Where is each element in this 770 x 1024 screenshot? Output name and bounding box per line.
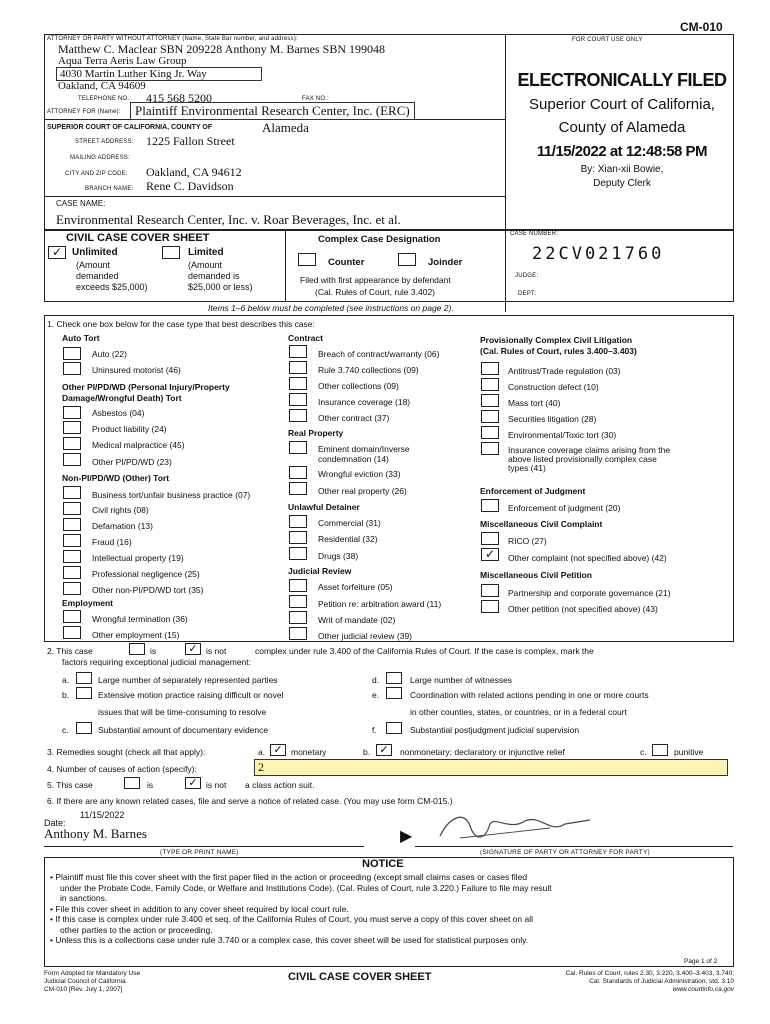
fax-label: FAX NO.: — [302, 96, 329, 102]
rule-3740-label: Rule 3.740 collections (09) — [318, 365, 419, 375]
monetary-checkbox[interactable]: ✓ — [270, 744, 286, 756]
s5-is-not-label: is not — [206, 780, 227, 790]
asbestos-label: Asbestos (04) — [92, 408, 145, 418]
commercial-label: Commercial (31) — [318, 518, 381, 528]
auto-22-label: Auto (22) — [92, 349, 127, 359]
s2-e-text1: Coordination with related actions pending in one or more courts — [410, 690, 649, 700]
attorney-for-label: ATTORNEY FOR (Name): — [47, 109, 121, 115]
monetary-label: monetary — [291, 747, 327, 757]
arbitration-label: Petition re: arbitration award (11) — [318, 599, 442, 609]
case-name-value[interactable]: Environmental Research Center, Inc. v. Roar Beverages, Inc. et al. — [56, 212, 401, 227]
city-value[interactable]: Oakland, CA 94612 — [146, 165, 242, 179]
footer-title: CIVIL CASE COVER SHEET — [288, 971, 432, 983]
other-pi-checkbox[interactable] — [63, 453, 81, 466]
attorney-line1[interactable]: Matthew C. Maclear SBN 209228 Anthony M. Barnes SBN 199048 — [58, 42, 385, 56]
condemnation-label: condemnation (14) — [318, 454, 389, 464]
s2-b-checkbox[interactable] — [76, 687, 92, 699]
attorney-line3[interactable]: 4030 Martin Luther King Jr. Way — [56, 67, 262, 81]
county-value[interactable]: Alameda — [262, 120, 309, 135]
attorney-line4[interactable]: Oakland, CA 94609 — [58, 80, 146, 92]
med-mal-label: Medical malpractice (45) — [92, 440, 185, 450]
s2-e-text2: in other counties, states, or countries, or in a federal court — [410, 707, 627, 717]
wrongful-term-checkbox[interactable] — [63, 610, 81, 623]
wrongful-eviction-checkbox[interactable] — [289, 466, 307, 479]
writ-mandate-label: Writ of mandate (02) — [318, 615, 396, 625]
s2-c-checkbox[interactable] — [76, 722, 92, 734]
punitive-checkbox[interactable] — [652, 744, 668, 756]
s4-lead: 4. Number of causes of action (specify): — [47, 764, 197, 774]
s6-text: 6. If there are any known related cases, file and serve a notice of related case. (You may use form CM-015.) — [47, 796, 453, 806]
other-complaint-checkbox[interactable]: ✓ — [481, 548, 499, 561]
s5-is-not-checkbox[interactable]: ✓ — [185, 777, 201, 789]
footer-left: Form Adopted for Mandatory Use Judicial Council of California CM-010 [Rev. July 1, 2007] — [44, 970, 141, 993]
securities-checkbox[interactable] — [481, 410, 499, 423]
s2-is-not-label: is not — [206, 646, 227, 656]
commercial-checkbox[interactable] — [289, 515, 307, 528]
antitrust-checkbox[interactable] — [481, 362, 499, 375]
arbitration-checkbox[interactable] — [289, 595, 307, 608]
s2-is-not-checkbox[interactable]: ✓ — [185, 643, 201, 655]
s2-d-letter: d. — [372, 675, 380, 685]
cover-title: CIVIL CASE COVER SHEET — [66, 232, 210, 244]
other-employment-checkbox[interactable] — [63, 626, 81, 639]
s2-e-letter: e. — [372, 690, 380, 700]
other-petition-checkbox[interactable] — [481, 600, 499, 613]
environmental-label: Environmental/Toxic tort (30) — [508, 430, 617, 440]
unlawful-detainer-heading: Unlawful Detainer — [288, 502, 360, 512]
uninsured-46-label: Uninsured motorist (46) — [92, 365, 181, 375]
attorney-label: ATTORNEY OR PARTY WITHOUT ATTORNEY (Name, State Bar number, and address): — [47, 36, 298, 42]
attorney-line2[interactable]: Aqua Terra Aeris Law Group — [58, 55, 187, 67]
misc-petition-heading: Miscellaneous Civil Petition — [480, 570, 592, 580]
other-collections-label: Other collections (09) — [318, 381, 399, 391]
efiled-county: County of Alameda — [558, 119, 686, 136]
non-pi-heading: Non-PI/PD/WD (Other) Tort — [62, 473, 170, 483]
judicial-review-heading: Judicial Review — [288, 566, 352, 576]
business-tort-checkbox[interactable] — [63, 486, 81, 499]
insurance-claims-label: Insurance coverage claims arising from the above listed provisionally complex case types (41) — [508, 445, 671, 473]
unlimited-label: Unlimited — [72, 247, 118, 258]
defamation-label: Defamation (13) — [92, 521, 153, 531]
rule-3740-checkbox[interactable] — [289, 361, 307, 374]
environmental-checkbox[interactable] — [481, 426, 499, 439]
mailing-label: MAILING ADDRESS: — [70, 155, 130, 161]
notice-body: • Plaintiff must file this cover sheet with the first paper filed in the action or proceeding (except small claims cases or cases filed under the Probate Code, Family Code, or Welfare and Institutions Code). (Cal. Rules of Court, rule 3.220.) Failure to file may result in sanctions. • File this cover sheet in addition to any cover sheet required by local court rule. • If this case is complex under rule 3.400 et seq. of the California Rules of Court, you must serve a copy of this cover sheet on all other parties to the action or proceeding. • Unless this is a collections case under rule 3.740 or a complex case, this cover sheet will be used for statistical purposes only. — [50, 872, 552, 945]
drugs-label: Drugs (38) — [318, 551, 359, 561]
insurance-claims-checkbox[interactable] — [481, 442, 499, 455]
limited-checkbox[interactable] — [162, 246, 180, 259]
causes-of-action-input[interactable] — [254, 759, 728, 776]
eminent-domain-checkbox[interactable] — [289, 441, 307, 454]
signature-mark — [430, 806, 610, 846]
rico-checkbox[interactable] — [481, 532, 499, 545]
s2-is-checkbox[interactable] — [129, 643, 145, 655]
prof-neg-checkbox[interactable] — [63, 566, 81, 579]
s2-b-letter: b. — [62, 690, 70, 700]
product-liability-label: Product liability (24) — [92, 424, 167, 434]
s2-lead: 2. This case — [47, 646, 93, 656]
partnership-label: Partnership and corporate governance (21) — [508, 588, 671, 598]
name-caption: (TYPE OR PRINT NAME) — [160, 849, 239, 856]
efiled-title: ELECTRONICALLY FILED — [517, 70, 727, 90]
branch-label: BRANCH NAME: — [85, 186, 134, 192]
footer-right: Cal. Rules of Court, rules 2.30, 3.220, 3.400–3.403, 3.740; Cal. Standards of Judicial Administration, std. 3.10 www.courtinfo.ca.gov — [565, 970, 734, 993]
eminent-domain-label: Eminent domain/Inverse — [318, 444, 410, 454]
product-liability-checkbox[interactable] — [63, 421, 81, 434]
s2-d-checkbox[interactable] — [386, 672, 402, 684]
auto-22-checkbox[interactable] — [63, 347, 81, 360]
enforcement-label: Enforcement of judgment (20) — [508, 503, 621, 513]
enforcement-checkbox[interactable] — [481, 499, 499, 512]
other-collections-checkbox[interactable] — [289, 377, 307, 390]
signer-name[interactable]: Anthony M. Barnes — [44, 826, 147, 841]
civil-rights-label: Civil rights (08) — [92, 505, 149, 515]
construction-label: Construction defect (10) — [508, 382, 599, 392]
other-non-pi-checkbox[interactable] — [63, 582, 81, 595]
s2-f-checkbox[interactable] — [386, 722, 402, 734]
uninsured-46-checkbox[interactable] — [63, 362, 81, 375]
s5-tail: a class action suit. — [245, 780, 315, 790]
section1-intro: 1. Check one box below for the case type that best describes this case: — [47, 319, 315, 329]
breach-label: Breach of contract/warranty (06) — [318, 349, 440, 359]
date-value[interactable]: 11/15/2022 — [80, 810, 125, 820]
s2-text2: factors requiring exceptional judicial management: — [62, 657, 251, 667]
enforcement-heading: Enforcement of Judgment — [480, 486, 586, 496]
prof-neg-label: Professional negligence (25) — [92, 569, 200, 579]
s2-c-text: Substantial amount of documentary evidence — [98, 725, 269, 735]
case-number-value[interactable]: 22CV021760 — [532, 244, 665, 264]
branch-value[interactable]: Rene C. Davidson — [146, 179, 234, 193]
punitive-label: punitive — [674, 747, 704, 757]
s5-lead: 5. This case — [47, 780, 93, 790]
s2-a-text: Large number of separately represented parties — [98, 675, 278, 685]
form-id: CM-010 — [680, 20, 723, 34]
complex-note2: (Cal. Rules of Court, rule 3.402) — [315, 287, 435, 297]
dept-label: DEPT: — [518, 291, 537, 297]
unlimited-sub: (Amount demanded exceeds $25,000) — [76, 260, 148, 292]
other-pi-heading1: Other PI/PD/WD (Personal Injury/Property — [62, 382, 230, 392]
prov-complex-heading1: Provisionally Complex Civil Litigation — [480, 335, 633, 345]
business-tort-label: Business tort/unfair business practice (07) — [92, 490, 251, 500]
fraud-checkbox[interactable] — [63, 534, 81, 547]
causes-of-action-value: 2 — [258, 760, 264, 774]
limited-sub: (Amount demanded is $25,000 or less) — [188, 260, 253, 292]
nonmonetary-label: nonmonetary; declaratory or injunctive relief — [400, 747, 565, 757]
residential-checkbox[interactable] — [289, 531, 307, 544]
med-mal-checkbox[interactable] — [63, 437, 81, 450]
residential-label: Residential (32) — [318, 534, 378, 544]
court-use-label: FOR COURT USE ONLY — [572, 37, 643, 43]
s2-is-label: is — [150, 646, 157, 656]
asset-forfeiture-checkbox[interactable] — [289, 579, 307, 592]
drugs-checkbox[interactable] — [289, 547, 307, 560]
street-value[interactable]: 1225 Fallon Street — [146, 134, 235, 148]
s2-text1: complex under rule 3.400 of the California Rules of Court. If the case is complex, mark the — [255, 646, 594, 656]
judge-label: JUDGE: — [515, 273, 539, 279]
employment-heading: Employment — [62, 598, 114, 608]
misc-complaint-heading: Miscellaneous Civil Complaint — [480, 519, 603, 529]
case-number-label: CASE NUMBER: — [510, 231, 559, 237]
insurance-coverage-label: Insurance coverage (18) — [318, 397, 411, 407]
street-label: STREET ADDRESS: — [75, 139, 134, 145]
s2-e-checkbox[interactable] — [386, 687, 402, 699]
insurance-coverage-checkbox[interactable] — [289, 393, 307, 406]
fraud-label: Fraud (16) — [92, 537, 132, 547]
nonmonetary-checkbox[interactable]: ✓ — [376, 744, 392, 756]
real-property-heading: Real Property — [288, 428, 344, 438]
joinder-checkbox[interactable] — [398, 253, 416, 266]
contract-heading: Contract — [288, 333, 323, 343]
attorney-for-value[interactable]: Plaintiff Environmental Research Center, Inc. (ERC) — [130, 102, 415, 120]
other-contract-label: Other contract (37) — [318, 413, 390, 423]
notice-title: NOTICE — [362, 858, 404, 870]
telephone-value[interactable]: 415 568 5200 — [146, 91, 212, 105]
prov-complex-heading2: (Cal. Rules of Court, rules 3.400–3.403) — [480, 346, 637, 356]
s2-b-text2: issues that will be time-consuming to resolve — [98, 707, 267, 717]
other-non-pi-label: Other non-PI/PD/WD tort (35) — [92, 585, 204, 595]
s2-c-letter: c. — [62, 725, 69, 735]
construction-checkbox[interactable] — [481, 378, 499, 391]
counter-label: Counter — [328, 257, 365, 268]
joinder-label: Joinder — [428, 257, 463, 268]
s3-a-letter: a. — [258, 747, 266, 757]
s3-c-letter: c. — [640, 747, 647, 757]
other-real-property-label: Other real property (26) — [318, 486, 407, 496]
partnership-checkbox[interactable] — [481, 584, 499, 597]
city-label: CITY AND ZIP CODE: — [65, 171, 128, 177]
other-employment-label: Other employment (15) — [92, 630, 180, 640]
antitrust-label: Antitrust/Trade regulation (03) — [508, 366, 621, 376]
ip-checkbox[interactable] — [63, 550, 81, 563]
page-number: Page 1 of 2 — [684, 958, 718, 965]
other-contract-checkbox[interactable] — [289, 409, 307, 422]
s2-d-text: Large number of witnesses — [410, 675, 513, 685]
other-complaint-label: Other complaint (not specified above) (42) — [508, 553, 667, 563]
s2-a-checkbox[interactable] — [76, 672, 92, 684]
asbestos-checkbox[interactable] — [63, 406, 81, 419]
limited-label: Limited — [188, 247, 224, 258]
rico-label: RICO (27) — [508, 536, 547, 546]
complex-title: Complex Case Designation — [318, 234, 441, 245]
s2-a-letter: a. — [62, 675, 70, 685]
other-pi-heading2: Damage/Wrongful Death) Tort — [62, 393, 182, 403]
wrongful-eviction-label: Wrongful eviction (33) — [318, 469, 401, 479]
auto-tort-heading: Auto Tort — [62, 333, 100, 343]
items-note: Items 1–6 below must be completed (see instructions on page 2). — [208, 303, 454, 313]
s2-f-letter: f. — [372, 725, 377, 735]
s5-is-checkbox[interactable] — [124, 777, 140, 789]
s3-b-letter: b. — [363, 747, 371, 757]
court-label: SUPERIOR COURT OF CALIFORNIA, COUNTY OF — [47, 124, 213, 131]
case-name-label: CASE NAME: — [56, 199, 106, 208]
other-petition-label: Other petition (not specified above) (43) — [508, 604, 658, 614]
telephone-label: TELEPHONE NO.: — [78, 96, 132, 102]
defamation-checkbox[interactable] — [63, 518, 81, 531]
breach-checkbox[interactable] — [289, 345, 307, 358]
other-judicial-checkbox[interactable] — [289, 627, 307, 640]
asset-forfeiture-label: Asset forfeiture (05) — [318, 582, 393, 592]
wrongful-term-label: Wrongful termination (36) — [92, 614, 188, 624]
efiled-by: By: Xian-xii Bowie, — [580, 164, 664, 175]
s2-b-text1: Extensive motion practice raising difficult or novel — [98, 690, 284, 700]
arrow-icon: ▶ — [400, 828, 413, 845]
efiled-date: 11/15/2022 at 12:48:58 PM — [536, 143, 708, 160]
writ-mandate-checkbox[interactable] — [289, 611, 307, 624]
sig-caption: (SIGNATURE OF PARTY OR ATTORNEY FOR PARTY) — [480, 849, 650, 856]
mass-tort-label: Mass tort (40) — [508, 398, 561, 408]
other-pi-label: Other PI/PD/WD (23) — [92, 457, 172, 467]
s2-f-text: Substantial postjudgment judicial supervision — [410, 725, 580, 735]
efiled-court: Superior Court of California, — [529, 96, 715, 113]
complex-note1: Filed with first appearance by defendant — [300, 275, 451, 285]
ip-label: Intellectual property (19) — [92, 553, 184, 563]
civil-rights-checkbox[interactable] — [63, 502, 81, 515]
date-label: Date: — [44, 818, 66, 828]
other-real-property-checkbox[interactable] — [289, 482, 307, 495]
unlimited-checkbox[interactable]: ✓ — [48, 246, 66, 259]
securities-label: Securities litigation (28) — [508, 414, 597, 424]
efiled-role: Deputy Clerk — [593, 178, 651, 189]
s5-is-label: is — [147, 780, 154, 790]
mass-tort-checkbox[interactable] — [481, 394, 499, 407]
other-judicial-label: Other judicial review (39) — [318, 631, 413, 641]
s3-lead: 3. Remedies sought (check all that apply): — [47, 747, 206, 757]
counter-checkbox[interactable] — [298, 253, 316, 266]
